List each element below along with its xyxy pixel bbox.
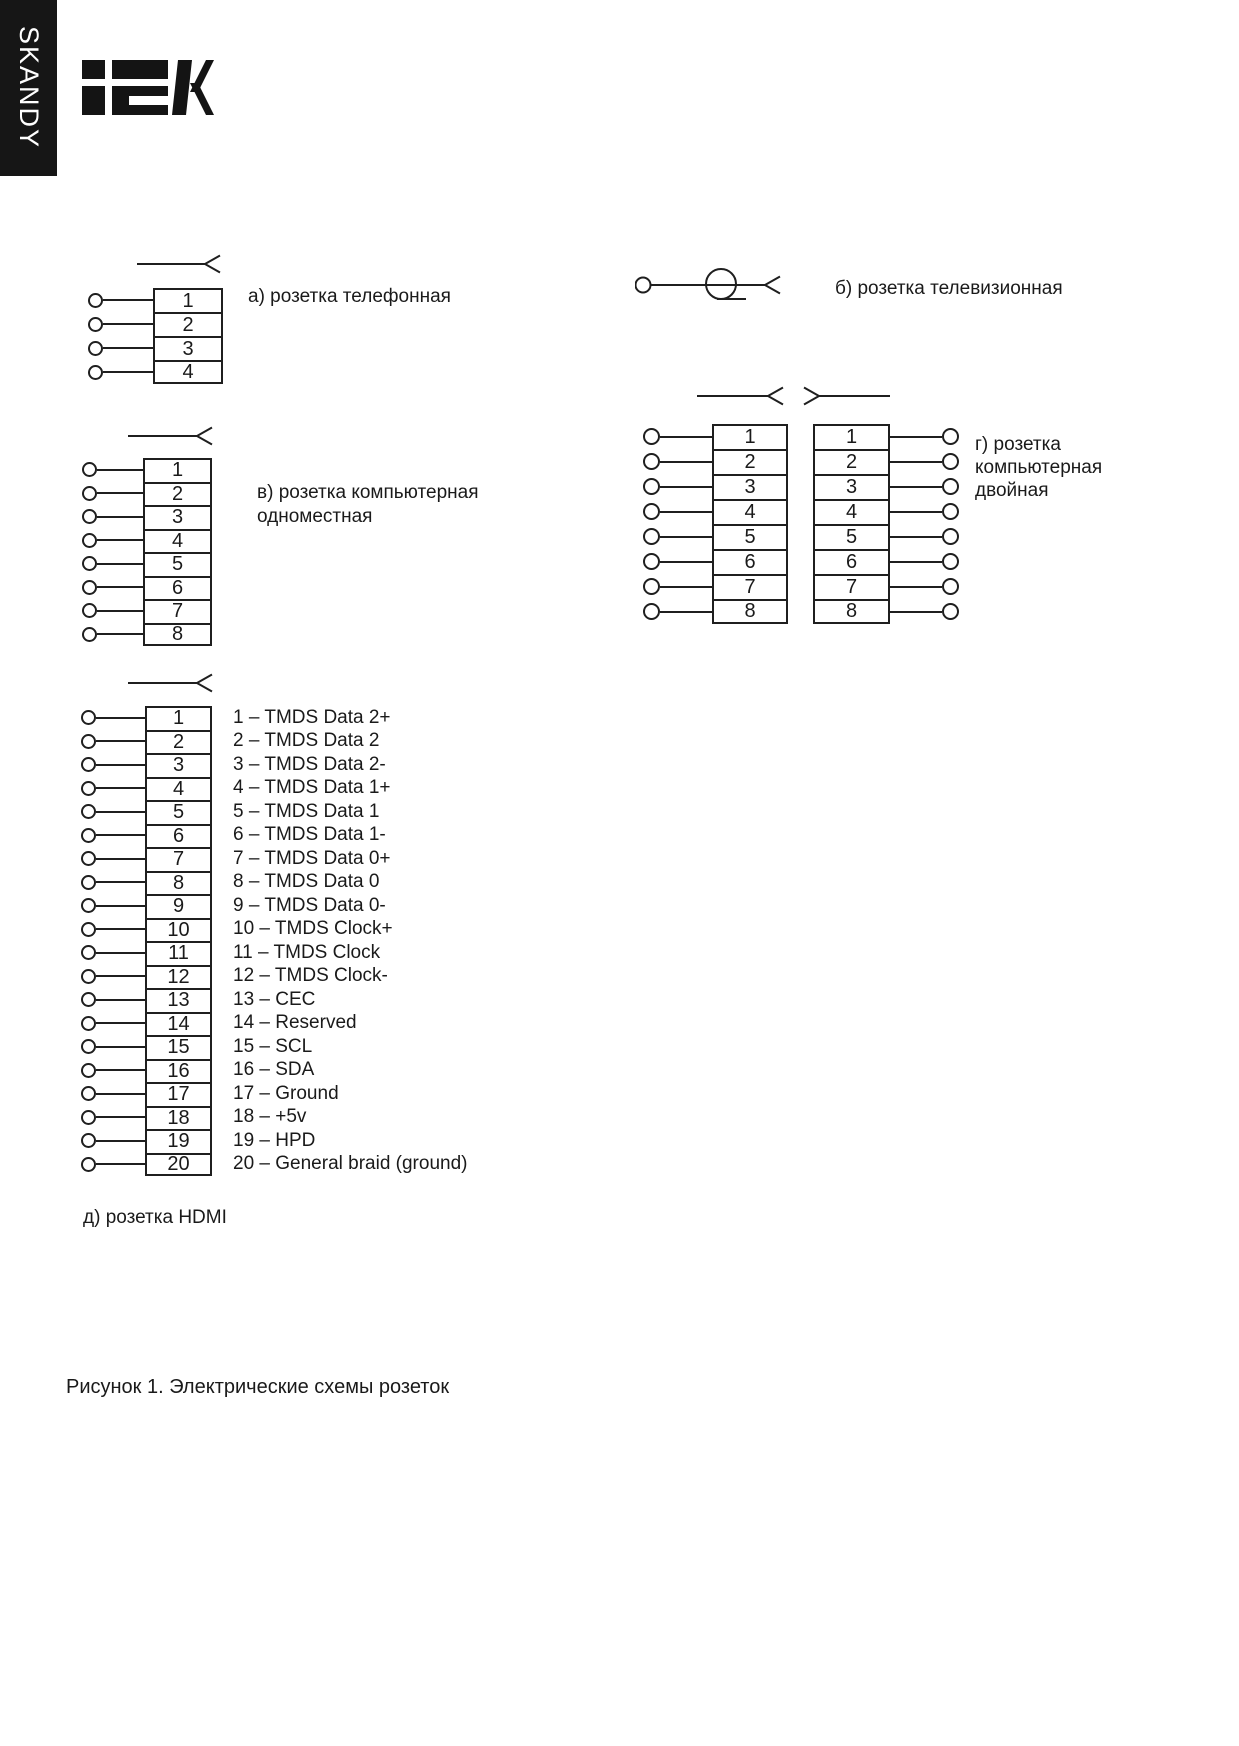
pin-legend-label: 9 – TMDS Data 0- [233,894,386,916]
pin-terminal-circle [942,428,959,445]
pin-number-box: 10 [145,918,212,942]
pin-number-box: 4 [813,499,890,524]
pin-row [81,988,467,1012]
pin-terminal-circle [82,627,97,642]
pin-row [813,499,959,524]
pin-wire [97,516,143,518]
pin-wire [890,486,942,488]
pin-wire [96,1046,145,1048]
pin-row [81,777,467,801]
tv-terminal-circle [636,278,651,293]
pin-terminal-circle [88,365,103,380]
pin-wire [96,787,145,789]
pin-number-box: 3 [813,474,890,499]
pin-number-box: 1 [153,288,223,312]
pin-row [82,623,212,647]
telephone-socket-stack [88,288,223,384]
label-line: двойная [975,480,1049,501]
pin-legend-label: 8 – TMDS Data 0 [233,871,380,893]
pin-row [643,499,788,524]
hdmi-socket-label: д) розетка HDMI [83,1207,227,1228]
pin-row [81,1035,467,1059]
socket-arrow-icon [128,425,213,447]
pin-number-box: 20 [145,1153,212,1177]
pin-terminal-circle [81,804,96,819]
pin-wire [890,586,942,588]
pin-number-box: 13 [145,988,212,1012]
pin-legend-label: 14 – Reserved [233,1012,357,1034]
pin-number-box: 16 [145,1059,212,1083]
pin-wire [660,611,712,613]
pin-wire [96,834,145,836]
pin-terminal-circle [942,478,959,495]
computer-single-socket-label [257,481,478,528]
pin-number-box: 15 [145,1035,212,1059]
pin-wire [97,539,143,541]
pin-number-box: 7 [712,574,788,599]
pin-terminal-circle [942,453,959,470]
pin-row [88,288,223,312]
pin-wire [96,1163,145,1165]
pin-legend-label: 12 – TMDS Clock- [233,965,388,987]
pin-terminal-circle [81,734,96,749]
pin-terminal-circle [942,503,959,520]
logo-letter-i-dot [82,60,105,79]
figure-caption: Рисунок 1. Электрические схемы розеток [66,1376,450,1398]
pin-terminal-circle [81,1110,96,1125]
pin-number-box: 2 [813,449,890,474]
pin-number-box: 17 [145,1082,212,1106]
pin-wire [96,858,145,860]
pin-wire [660,436,712,438]
label-line: компьютерная [975,457,1103,478]
logo-letter-e-top [112,60,168,79]
pin-wire [97,610,143,612]
computer-single-socket-stack [82,458,212,646]
pin-wire [96,764,145,766]
pin-wire [96,1093,145,1095]
label-line: в) розетка компьютерная [257,482,479,503]
pin-row [813,524,959,549]
pin-legend-label: 3 – TMDS Data 2- [233,753,386,775]
pin-number-box: 3 [145,753,212,777]
pin-number-box: 6 [145,824,212,848]
pin-row [82,458,212,482]
pin-wire [96,928,145,930]
pin-number-box: 1 [143,458,212,482]
pin-terminal-circle [88,341,103,356]
pin-terminal-circle [942,528,959,545]
pin-number-box: 3 [712,474,788,499]
pin-number-box: 8 [712,599,788,624]
pin-number-box: 2 [712,449,788,474]
pin-legend-label: 16 – SDA [233,1059,315,1081]
pin-row [81,941,467,965]
pin-terminal-circle [81,757,96,772]
pin-number-box: 5 [813,524,890,549]
pin-row [81,1012,467,1036]
pin-row [82,529,212,553]
pin-legend-label: 19 – HPD [233,1129,316,1151]
pin-legend-label: 7 – TMDS Data 0+ [233,847,391,869]
pin-row [813,549,959,574]
pin-wire [96,811,145,813]
pin-legend-label: 15 – SCL [233,1035,313,1057]
pin-wire [96,1116,145,1118]
pin-terminal-circle [82,556,97,571]
pin-terminal-circle [81,875,96,890]
pin-terminal-circle [81,710,96,725]
pin-number-box: 8 [145,871,212,895]
pin-number-box: 7 [813,574,890,599]
pin-wire [96,1022,145,1024]
telephone-socket-label: а) розетка телефонная [248,286,451,307]
pin-wire [660,536,712,538]
hdmi-socket-stack [81,706,467,1176]
pin-legend-label: 18 – +5v [233,1106,307,1128]
pin-row [813,424,959,449]
pin-terminal-circle [643,453,660,470]
pin-number-box: 4 [712,499,788,524]
pin-terminal-circle [81,1133,96,1148]
socket-arrow-icon [137,253,222,275]
pin-number-box: 7 [143,599,212,623]
tv-socket-symbol [635,268,785,304]
pin-terminal-circle [942,603,959,620]
logo-letter-k-lower-arm [190,83,214,115]
logo-letter-k-stem [172,60,192,115]
tv-wire-and-arrow [651,277,781,294]
pin-wire [97,469,143,471]
pin-row [88,336,223,360]
pin-row [81,1082,467,1106]
pin-terminal-circle [81,945,96,960]
pin-wire [97,586,143,588]
pin-row [81,730,467,754]
pin-number-box: 12 [145,965,212,989]
pin-number-box: 5 [712,524,788,549]
pin-legend-label: 6 – TMDS Data 1- [233,824,386,846]
iek-logo [82,59,214,115]
tv-socket-label: б) розетка телевизионная [835,278,1063,299]
pin-terminal-circle [81,1086,96,1101]
pin-row [643,599,788,624]
pin-number-box: 1 [712,424,788,449]
pin-row [81,824,467,848]
pin-terminal-circle [81,1063,96,1078]
pin-row [81,1106,467,1130]
pin-number-box: 9 [145,894,212,918]
pin-wire [103,371,153,373]
pin-wire [96,1140,145,1142]
pin-terminal-circle [643,553,660,570]
pin-terminal-circle [643,528,660,545]
pin-terminal-circle [81,969,96,984]
pin-wire [96,975,145,977]
pin-wire [103,323,153,325]
pin-terminal-circle [81,898,96,913]
pin-number-box: 8 [143,623,212,647]
pin-legend-label: 11 – TMDS Clock [233,941,381,963]
pin-wire [660,561,712,563]
pin-terminal-circle [81,781,96,796]
pin-number-box: 6 [143,576,212,600]
pin-wire [660,461,712,463]
pin-number-box: 5 [145,800,212,824]
pin-row [81,800,467,824]
pin-terminal-circle [82,486,97,501]
pin-wire [96,905,145,907]
pin-wire [97,633,143,635]
pin-terminal-circle [81,1039,96,1054]
pin-number-box: 7 [145,847,212,871]
pin-number-box: 18 [145,1106,212,1130]
pin-legend-label: 2 – TMDS Data 2 [233,730,380,752]
pin-number-box: 1 [813,424,890,449]
pin-row [643,574,788,599]
pin-number-box: 6 [813,549,890,574]
pin-row [88,312,223,336]
pin-number-box: 1 [145,706,212,730]
pin-terminal-circle [942,578,959,595]
pin-terminal-circle [643,578,660,595]
pin-row [643,524,788,549]
pin-terminal-circle [81,992,96,1007]
pin-terminal-circle [942,553,959,570]
pin-number-box: 5 [143,552,212,576]
pin-terminal-circle [82,580,97,595]
pin-row [82,599,212,623]
pin-number-box: 4 [153,360,223,384]
pin-row [81,706,467,730]
pin-legend-label: 20 – General braid (ground) [233,1153,468,1175]
pin-wire [96,1069,145,1071]
pin-row [643,549,788,574]
computer-double-socket-label [975,433,1102,502]
sidebar-brand-bar [0,0,57,176]
pin-row [81,1059,467,1083]
pin-row [813,474,959,499]
pin-wire [660,586,712,588]
pin-number-box: 2 [143,482,212,506]
pin-number-box: 3 [153,336,223,360]
pin-row [813,599,959,624]
pin-terminal-circle [643,503,660,520]
pin-wire [96,952,145,954]
pin-wire [97,563,143,565]
pin-row [81,847,467,871]
pin-row [813,574,959,599]
pin-legend-label: 4 – TMDS Data 1+ [233,777,391,799]
pin-terminal-circle [88,293,103,308]
pin-number-box: 8 [813,599,890,624]
pin-terminal-circle [81,1016,96,1031]
pin-legend-label: 1 – TMDS Data 2+ [233,706,391,728]
pin-row [81,894,467,918]
pin-terminal-circle [643,603,660,620]
label-line: г) розетка [975,434,1061,455]
pin-row [81,871,467,895]
pin-legend-label: 10 – TMDS Clock+ [233,918,393,940]
pin-wire [890,461,942,463]
pin-terminal-circle [81,851,96,866]
pin-terminal-circle [82,603,97,618]
pin-row [82,576,212,600]
pin-wire [96,999,145,1001]
pin-legend-label: 5 – TMDS Data 1 [233,800,380,822]
pin-wire [890,561,942,563]
pin-legend-label: 13 – CEC [233,988,316,1010]
computer-double-right-stack [813,424,959,624]
pin-terminal-circle [88,317,103,332]
pin-legend-label: 17 – Ground [233,1082,339,1104]
pin-row [643,474,788,499]
pin-wire [96,881,145,883]
pin-wire [103,347,153,349]
pin-wire [890,536,942,538]
pin-number-box: 19 [145,1129,212,1153]
pin-number-box: 2 [145,730,212,754]
pin-number-box: 4 [145,777,212,801]
pin-number-box: 6 [712,549,788,574]
pin-row [88,360,223,384]
pin-wire [890,436,942,438]
brand-vertical-text: SKANDY [14,26,44,150]
pin-row [82,552,212,576]
pin-terminal-circle [81,922,96,937]
pin-row [81,965,467,989]
computer-double-left-stack [643,424,788,624]
pin-wire [890,511,942,513]
pin-number-box: 3 [143,505,212,529]
pin-row [81,1129,467,1153]
logo-letter-i-stem [82,86,105,115]
pin-row [81,753,467,777]
pin-number-box: 14 [145,1012,212,1036]
pin-terminal-circle [82,462,97,477]
pin-terminal-circle [643,478,660,495]
pin-wire [890,611,942,613]
pin-terminal-circle [82,533,97,548]
socket-arrow-icon [697,385,785,407]
pin-wire [96,717,145,719]
socket-arrow-icon-mirrored [802,385,890,407]
pin-wire [660,511,712,513]
pin-number-box: 2 [153,312,223,336]
pin-row [643,424,788,449]
pin-wire [96,740,145,742]
pin-row [81,1153,467,1177]
socket-arrow-icon [128,672,213,694]
pin-row [82,482,212,506]
pin-wire [97,492,143,494]
pin-row [81,918,467,942]
pin-wire [660,486,712,488]
pin-row [813,449,959,474]
pin-wire [103,299,153,301]
logo-letter-e-body [112,86,168,115]
pin-terminal-circle [82,509,97,524]
pin-row [643,449,788,474]
pin-number-box: 4 [143,529,212,553]
pin-number-box: 11 [145,941,212,965]
label-line: одноместная [257,505,373,527]
pin-terminal-circle [643,428,660,445]
pin-row [82,505,212,529]
pin-terminal-circle [81,828,96,843]
pin-terminal-circle [81,1157,96,1172]
